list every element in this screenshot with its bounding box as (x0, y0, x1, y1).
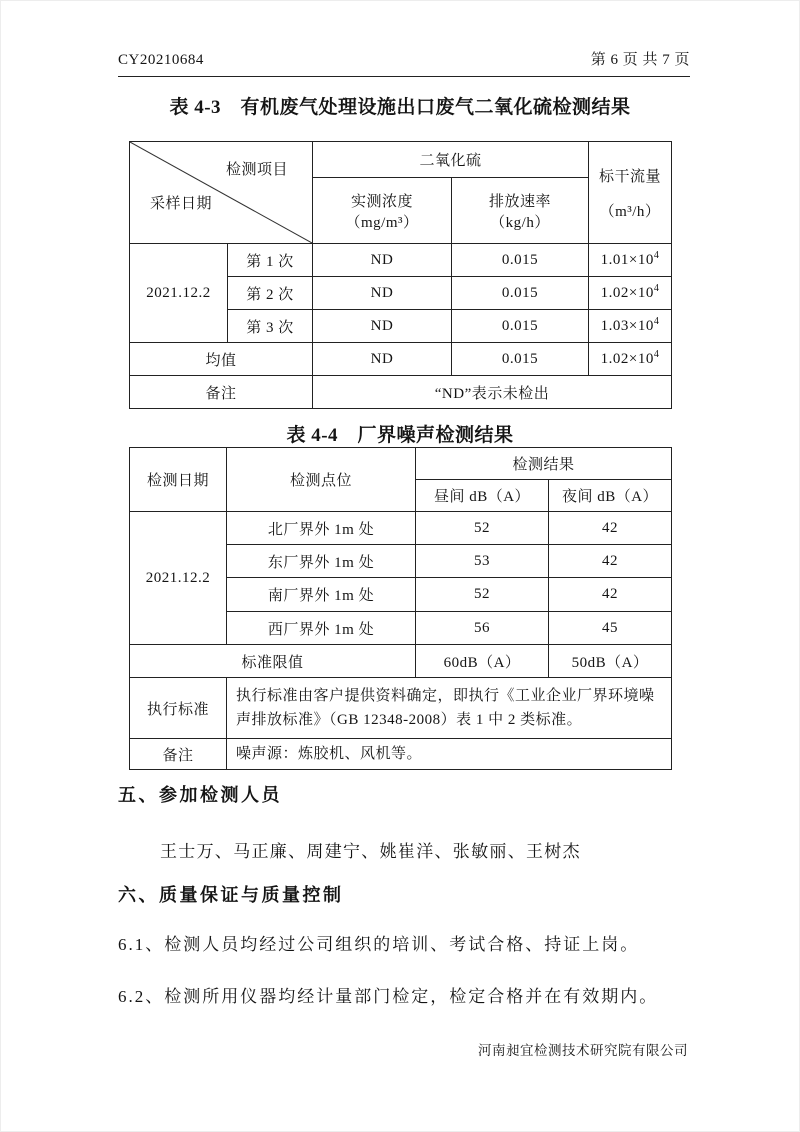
document-number: CY20210684 (118, 52, 204, 68)
mean-row (130, 343, 672, 376)
night-value: 42 (549, 512, 672, 545)
flow-value (589, 310, 672, 343)
company-name: 河南昶宜检测技术研究院有限公司 (478, 1043, 688, 1058)
corner-label-item: 检测项目 (225, 162, 288, 178)
rate-value: 0.015 (452, 244, 589, 277)
limit-label: 标准限值 (130, 645, 416, 678)
flow-base: 1.02×10 (600, 284, 654, 301)
day-column-header: 昼间 dB（A） (416, 480, 549, 512)
run-label: 第 3 次 (228, 310, 313, 343)
point-value: 北厂界外 1m 处 (227, 512, 416, 545)
night-value: 45 (549, 612, 672, 645)
limit-row (130, 645, 672, 678)
run-label: 第 1 次 (228, 244, 313, 277)
conc-header-unit: （mg/m³） (345, 214, 419, 231)
so2-results-table (129, 141, 672, 409)
note-label: 备注 (130, 376, 313, 409)
result-group-header: 检测结果 (416, 448, 672, 480)
sample-date-cell: 2021.12.2 (130, 244, 228, 343)
section-6-heading: 六、质量保证与质量控制 (118, 885, 344, 905)
day-value: 52 (416, 578, 549, 612)
date-column-header: 检测日期 (130, 448, 227, 512)
flow-exponent: 4 (653, 315, 660, 327)
corner-label-date: 采样日期 (150, 196, 213, 212)
rate-column-header (452, 178, 589, 244)
note-row (130, 739, 672, 770)
day-value: 52 (416, 512, 549, 545)
point-column-header: 检测点位 (227, 448, 416, 512)
flow-value (589, 277, 672, 310)
flow-header-unit: （m³/h） (599, 203, 661, 220)
note-text: “ND”表示未检出 (313, 376, 672, 409)
note-label: 备注 (130, 739, 227, 770)
day-value: 56 (416, 612, 549, 645)
paragraph-6-1: 6.1、检测人员均经过公司组织的培训、考试合格、持证上岗。 (118, 935, 640, 954)
flow-header-label: 标干流量 (599, 168, 662, 185)
mean-conc: ND (313, 343, 452, 376)
flow-exponent: 4 (653, 249, 660, 261)
table-4-4-title: 表 4-4 厂界噪声检测结果 (286, 425, 514, 446)
flow-value (589, 244, 672, 277)
mean-rate: 0.015 (452, 343, 589, 376)
table-4-3-title: 表 4-3 有机废气处理设施出口废气二氧化硫检测结果 (169, 97, 631, 118)
noise-results-table (129, 447, 672, 770)
so2-group-header: 二氧化硫 (313, 142, 589, 178)
conc-column-header (313, 178, 452, 244)
standard-text: 执行标准由客户提供资料确定，即执行《工业企业厂界环境噪声排放标准》（GB 12348-2008）表 1 中 2 类标准。 (227, 678, 672, 739)
rate-header-unit: （kg/h） (490, 214, 550, 231)
mean-label: 均值 (130, 343, 313, 376)
flow-exponent: 4 (653, 282, 660, 294)
day-value: 53 (416, 545, 549, 578)
section-5-heading: 五、参加检测人员 (118, 785, 282, 805)
flow-column-header (589, 142, 672, 244)
conc-header-label: 实测浓度 (350, 193, 413, 210)
page-number: 第 6 页 共 7 页 (590, 52, 690, 68)
mean-flow (589, 343, 672, 376)
paragraph-6-2: 6.2、检测所用仪器均经计量部门检定，检定合格并在有效期内。 (118, 987, 659, 1006)
conc-value: ND (313, 310, 452, 343)
conc-value: ND (313, 244, 452, 277)
personnel-names: 王士万、马正廉、周建宁、姚崔洋、张敏丽、王树杰 (160, 842, 581, 861)
point-value: 东厂界外 1m 处 (227, 545, 416, 578)
rate-header-label: 排放速率 (489, 193, 552, 210)
rate-value: 0.015 (452, 277, 589, 310)
table-row (130, 244, 672, 277)
note-text: 噪声源：炼胶机、风机等。 (227, 739, 672, 770)
corner-header-cell (130, 142, 313, 244)
conc-value: ND (313, 277, 452, 310)
point-value: 西厂界外 1m 处 (227, 612, 416, 645)
note-row (130, 376, 672, 409)
page-header (118, 48, 690, 77)
limit-night-value: 50dB（A） (549, 645, 672, 678)
night-column-header: 夜间 dB（A） (549, 480, 672, 512)
sample-date-cell: 2021.12.2 (130, 512, 227, 645)
flow-base: 1.03×10 (600, 317, 654, 334)
flow-base: 1.02×10 (600, 350, 654, 367)
table-row (130, 512, 672, 545)
rate-value: 0.015 (452, 310, 589, 343)
point-value: 南厂界外 1m 处 (227, 578, 416, 612)
flow-base: 1.01×10 (600, 251, 654, 268)
standard-label: 执行标准 (130, 678, 227, 739)
night-value: 42 (549, 545, 672, 578)
flow-exponent: 4 (653, 348, 660, 360)
night-value: 42 (549, 578, 672, 612)
run-label: 第 2 次 (228, 277, 313, 310)
limit-day-value: 60dB（A） (416, 645, 549, 678)
standard-row (130, 678, 672, 739)
